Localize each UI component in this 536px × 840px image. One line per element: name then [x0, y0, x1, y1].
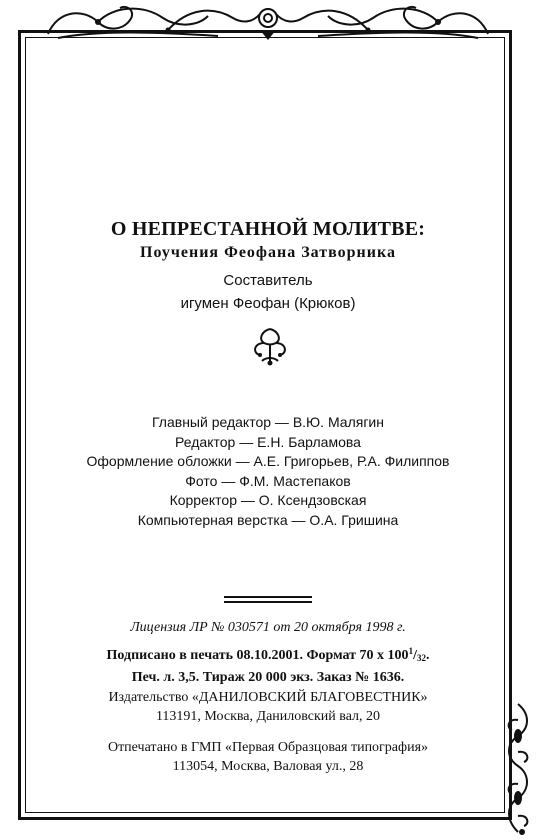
- publisher-block: [0, 688, 536, 726]
- book-subtitle: Поучения Феофана Затворника: [140, 244, 396, 261]
- divider-line-top: [224, 596, 312, 598]
- print-format-suffix: .: [425, 648, 430, 663]
- license-line: Лицензия ЛР № 030571 от 20 октября 1998 г.: [130, 620, 406, 635]
- credit-layout: Компьютерная верстка — О.А. Гришина: [137, 511, 399, 528]
- print-format-text: Подписано в печать 08.10.2001. Формат 70 x 100: [106, 648, 409, 663]
- printer-name: Отпечатано в ГМП «Первая Образцовая типография»: [107, 740, 429, 755]
- credit-photo: Фото — Ф.М. Мастепаков: [185, 472, 351, 489]
- printer-address: 113054, Москва, Валовая ул., 28: [172, 759, 364, 774]
- credit-proofreader: Корректор — О. Ксендзовская: [169, 492, 367, 508]
- book-title: О НЕПРЕСТАННОЙ МОЛИТВЕ:: [110, 218, 426, 240]
- credits-list: [0, 413, 536, 530]
- fleuron-ornament-icon: [250, 325, 290, 367]
- print-info-line-2: Печ. л. 3,5. Тираж 20 000 экз. Заказ № 1636.: [131, 670, 405, 685]
- format-fraction-numerator: 1: [408, 646, 414, 656]
- credit-chief-editor: Главный редактор — В.Ю. Малягин: [152, 414, 384, 430]
- credit-cover-design: Оформление обложки — А.Е. Григорьев, Р.А. Филиппов: [86, 453, 450, 469]
- format-fraction-separator: /: [413, 648, 417, 663]
- compiler-name: игумен Феофан (Крюков): [180, 295, 356, 312]
- print-info: [0, 642, 536, 687]
- divider-line-bottom: [224, 601, 312, 603]
- format-fraction-denominator: 32: [416, 653, 426, 663]
- publisher-address: 113191, Москва, Даниловский вал, 20: [155, 709, 381, 724]
- printer-block: [0, 738, 536, 776]
- publisher-name: Издательство «ДАНИЛОВСКИЙ БЛАГОВЕСТНИК»: [108, 690, 428, 705]
- print-info-line-1: [0, 642, 536, 668]
- credit-editor: Редактор — Е.Н. Барламова: [175, 433, 361, 450]
- compiler-label: Составитель: [223, 272, 313, 289]
- floral-scroll-ornament-icon: [38, 0, 498, 44]
